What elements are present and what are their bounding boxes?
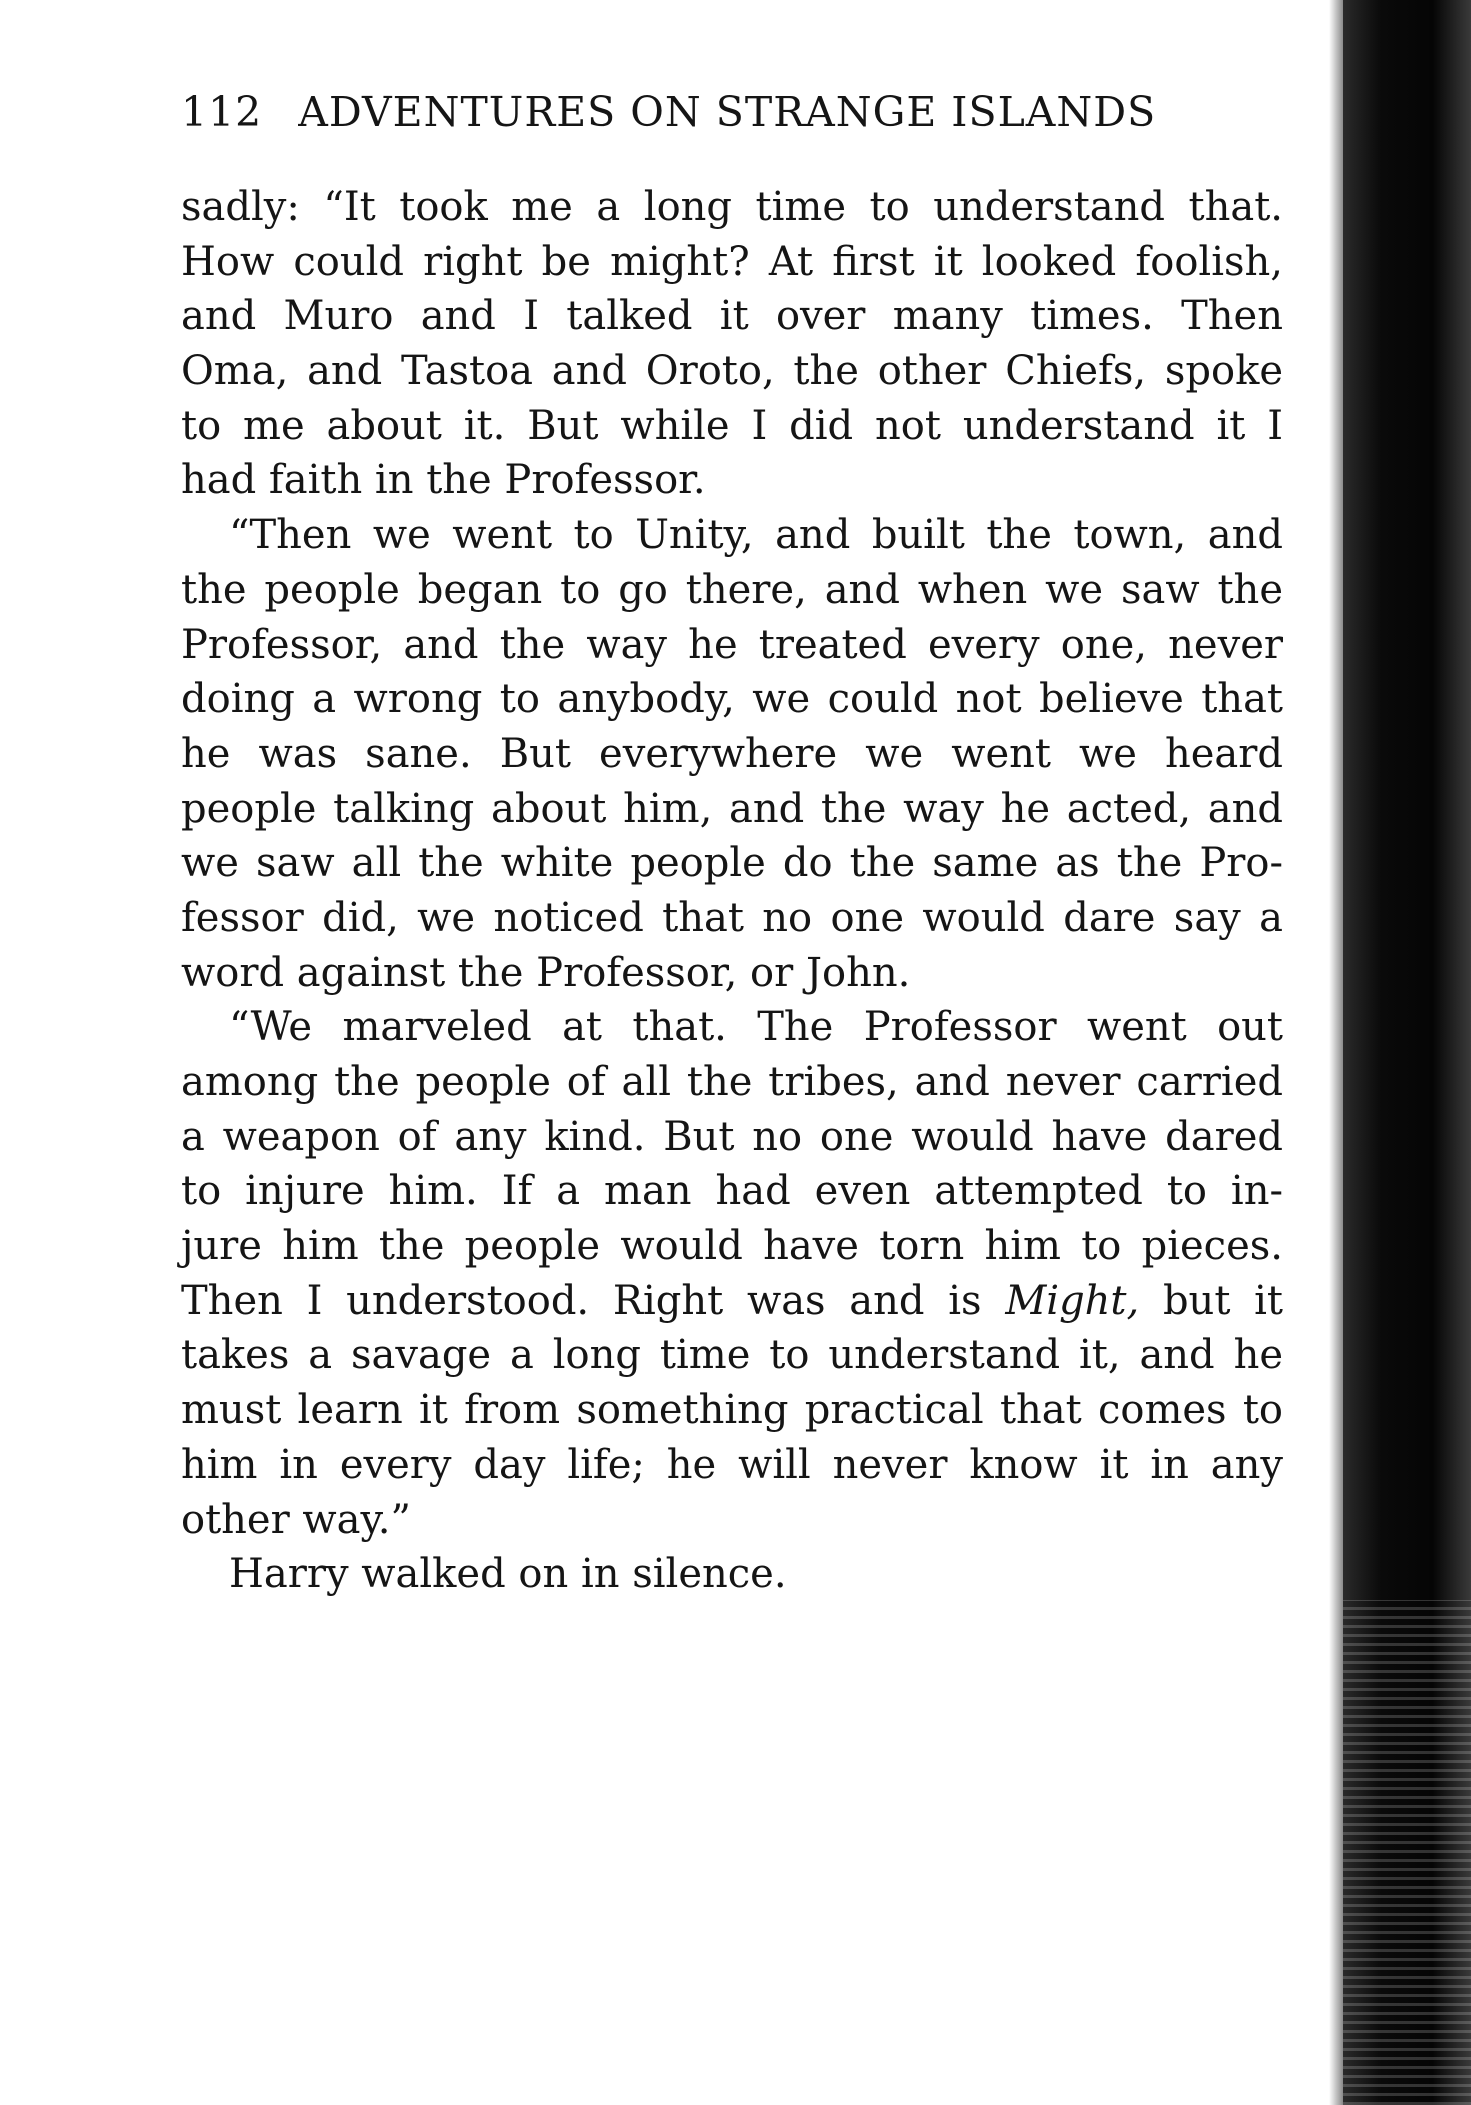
running-title: ADVENTURES ON STRANGE ISLANDS xyxy=(298,88,1157,136)
text-line: people talking about him, and the way he acted, and xyxy=(181,785,1283,832)
text-line: Professor, and the way he treated every one, never xyxy=(181,621,1283,668)
page-number: 112 xyxy=(181,88,263,136)
text-line-with-italic xyxy=(181,1274,1283,1329)
body-text xyxy=(181,180,1283,1602)
italic-word: Might, xyxy=(1005,1277,1140,1324)
binding-shadow xyxy=(1329,0,1343,2105)
text-line: and Muro and I talked it over many times. Then xyxy=(181,293,1283,340)
running-header xyxy=(181,88,1281,136)
text-line: among the people of all the tribes, and never carried xyxy=(181,1059,1283,1105)
text-line: had faith in the Professor. xyxy=(181,457,706,504)
text-segment: Then I understood. Right was and is xyxy=(181,1277,1006,1324)
text-line: How could right be might? At first it looked foolish, xyxy=(181,238,1283,285)
text-line: must learn it from something practical that comes to xyxy=(181,1387,1283,1434)
text-line: him in every day life; he will never know it in any xyxy=(181,1441,1283,1488)
text-line: a weapon of any kind. But no one would have dared xyxy=(181,1113,1283,1160)
text-line: we saw all the white people do the same as the Pro- xyxy=(181,840,1283,887)
text-line: takes a savage a long time to understand it, and he xyxy=(181,1332,1283,1379)
text-line: “We marveled at that. The Professor went out xyxy=(229,1004,1283,1051)
text-line: word against the Professor, or John. xyxy=(181,949,911,996)
text-line: to me about it. But while I did not understand it I xyxy=(181,402,1283,449)
text-line: to injure him. If a man had even attempted to in- xyxy=(181,1168,1283,1215)
text-line: Oma, and Tastoa and Oroto, the other Chiefs, spoke xyxy=(181,348,1283,395)
text-line: “Then we went to Unity, and built the town, and xyxy=(229,512,1283,559)
text-line: jure him the people would have torn him to pieces. xyxy=(181,1223,1283,1270)
text-line: the people began to go there, and when we saw the xyxy=(181,566,1283,613)
text-line: he was sane. But everywhere we went we heard xyxy=(181,730,1283,777)
binding-texture xyxy=(1343,1600,1471,2105)
text-line: fessor did, we noticed that no one would dare say a xyxy=(181,894,1283,941)
text-line: other way.” xyxy=(181,1496,411,1543)
text-segment: but it xyxy=(1139,1277,1283,1324)
text-line: Harry walked on in silence. xyxy=(229,1551,787,1598)
text-line: sadly: “It took me a long time to understand that. xyxy=(181,184,1283,230)
text-line: doing a wrong to anybody, we could not believe that xyxy=(181,676,1283,723)
